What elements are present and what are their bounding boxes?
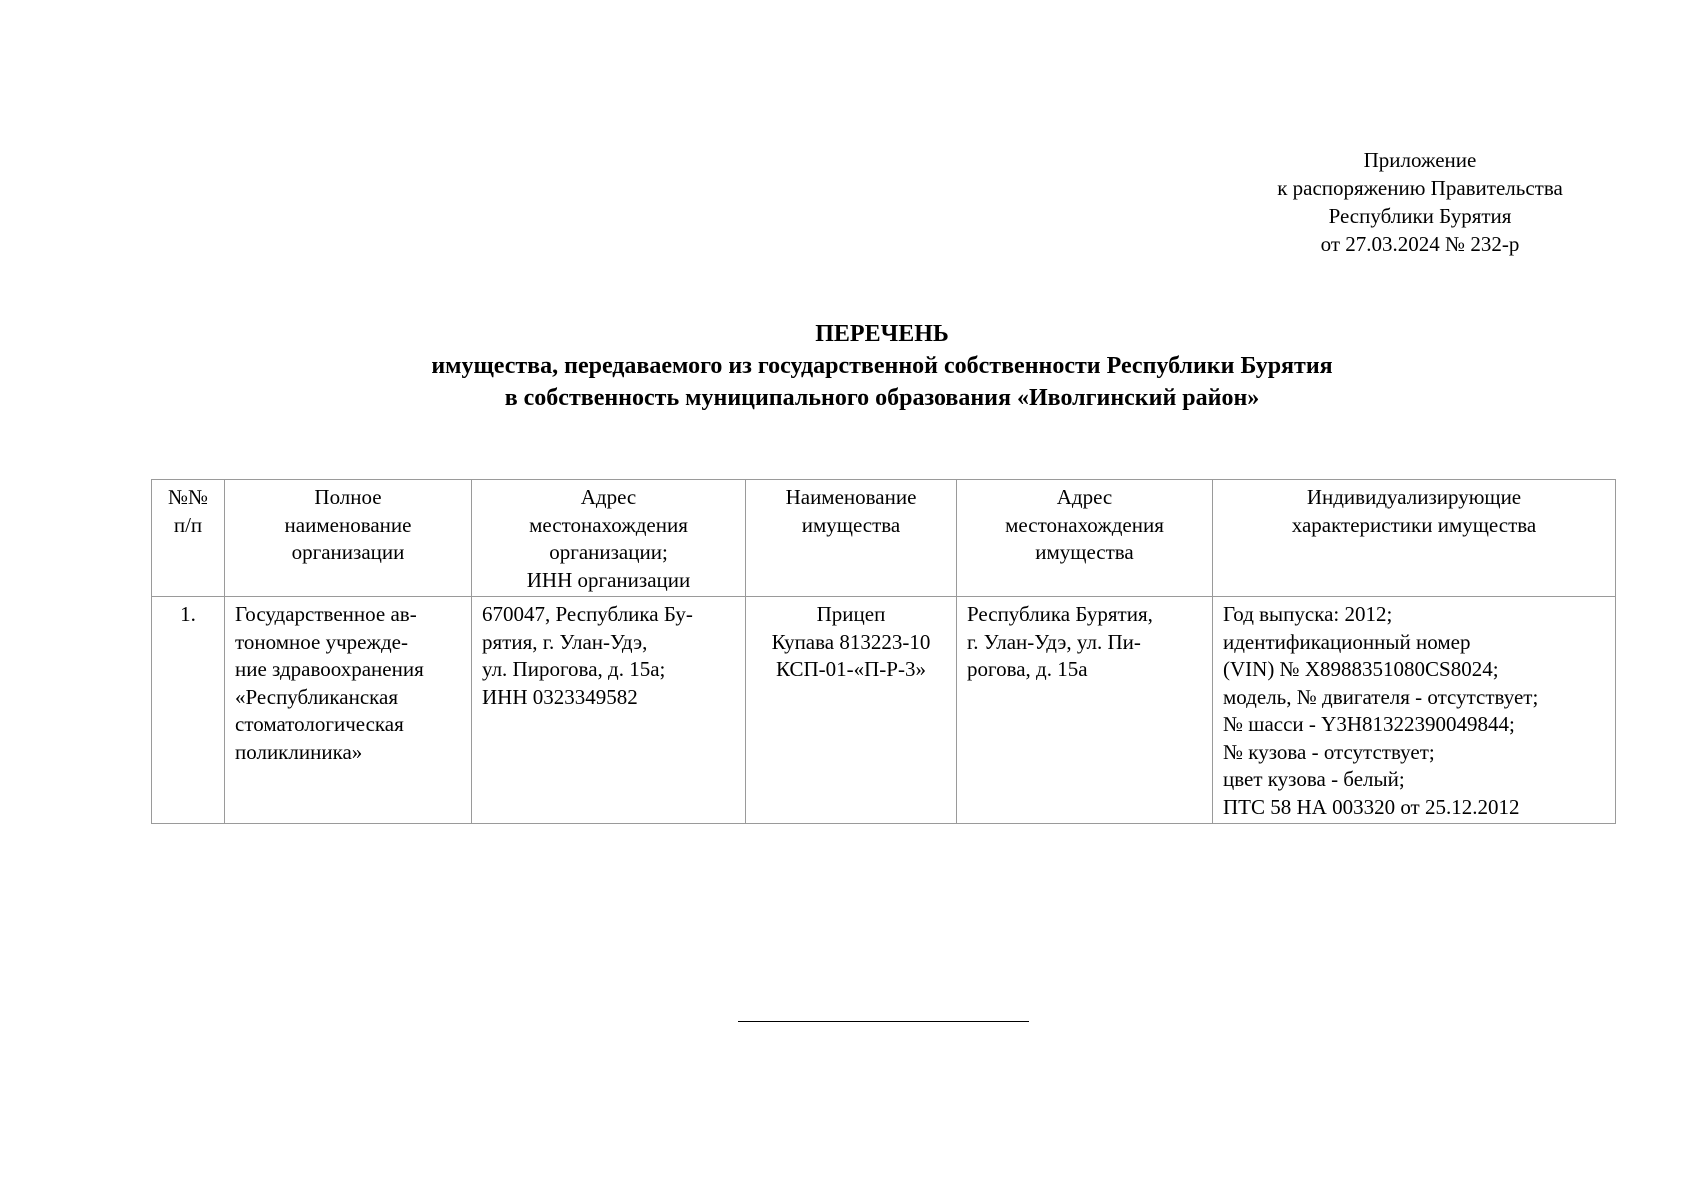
header-line: организации <box>291 540 405 564</box>
cell-characteristics <box>1213 597 1616 824</box>
cell-line: рятия, г. Улан-Удэ, <box>482 629 648 654</box>
cell-line: цвет кузова - белый; <box>1223 767 1405 791</box>
header-line: Полное <box>314 485 382 509</box>
table-row <box>152 597 1616 824</box>
header-line: организации; <box>549 540 668 564</box>
cell-line: 1. <box>180 602 196 626</box>
cell-line: ИНН 0323349582 <box>482 684 638 709</box>
cell-line: Государственное ав- <box>235 602 417 626</box>
cell-line: г. Улан-Удэ, ул. Пи- <box>967 629 1141 654</box>
cell-number <box>152 597 225 824</box>
footer-separator-line <box>738 1021 1029 1022</box>
header-line: п/п <box>173 512 203 537</box>
document-title <box>0 318 1698 414</box>
header-line: №№ <box>167 485 209 509</box>
header-line: Индивидуализирующие <box>1306 485 1522 509</box>
cell-line: (VIN) № X8988351080CS8024; <box>1223 657 1499 681</box>
cell-line: № шасси - Y3H81322390049844; <box>1223 712 1515 736</box>
cell-line: модель, № двигателя - отсутствует; <box>1223 684 1539 709</box>
header-cell-org-name <box>225 480 472 597</box>
property-table <box>151 479 1616 824</box>
cell-org-name <box>225 597 472 824</box>
header-line: Адрес <box>580 485 637 509</box>
header-line: характеристики имущества <box>1291 512 1537 537</box>
header-cell-characteristics <box>1213 480 1616 597</box>
title-line: имущества, передаваемого из государственной собственности Республики Бурятия <box>431 353 1333 379</box>
appendix-line: Приложение <box>1363 148 1477 172</box>
header-line: ИНН организации <box>526 567 691 592</box>
header-cell-org-address <box>472 480 746 597</box>
header-line: местонахождения <box>1005 512 1164 537</box>
cell-line: ул. Пирогова, д. 15а; <box>482 657 666 681</box>
header-line: имущества <box>801 512 901 537</box>
header-line: местонахождения <box>529 512 688 537</box>
appendix-line: от 27.03.2024 № 232-р <box>1320 232 1520 256</box>
cell-property-address <box>957 597 1213 824</box>
cell-line: поликлиника» <box>235 739 363 764</box>
table-header-row <box>152 480 1616 597</box>
cell-line: № кузова - отсутствует; <box>1223 739 1435 764</box>
cell-line: «Республиканская <box>235 684 399 709</box>
cell-property-name <box>746 597 957 824</box>
header-cell-property-name <box>746 480 957 597</box>
cell-line: Республика Бурятия, <box>967 602 1153 626</box>
cell-line: Год выпуска: 2012; <box>1223 602 1393 626</box>
appendix-block <box>1240 146 1600 258</box>
cell-line: идентификационный номер <box>1223 629 1471 654</box>
appendix-line: к распоряжению Правительства <box>1277 176 1563 200</box>
header-cell-number <box>152 480 225 597</box>
header-cell-property-address <box>957 480 1213 597</box>
appendix-line: Республики Бурятия <box>1328 204 1512 228</box>
header-line: Адрес <box>1056 485 1113 509</box>
title-line: в собственность муниципального образования «Иволгинский район» <box>504 385 1260 411</box>
header-line: Наименование <box>785 485 917 509</box>
cell-line: 670047, Республика Бу- <box>482 602 693 626</box>
cell-line: Прицеп <box>816 602 886 626</box>
header-line: наименование <box>284 512 412 537</box>
cell-line: стоматологическая <box>235 712 404 736</box>
cell-line: ПТС 58 НА 003320 от 25.12.2012 <box>1223 794 1520 819</box>
cell-line: Купава 813223-10 <box>771 629 931 654</box>
cell-line: ние здравоохранения <box>235 657 424 681</box>
title-line: ПЕРЕЧЕНЬ <box>815 321 949 347</box>
header-line: имущества <box>1035 540 1134 564</box>
cell-line: рогова, д. 15а <box>967 657 1088 681</box>
cell-line: КСП-01-«П-Р-3» <box>776 657 926 681</box>
cell-org-address <box>472 597 746 824</box>
cell-line: тономное учрежде- <box>235 629 408 654</box>
